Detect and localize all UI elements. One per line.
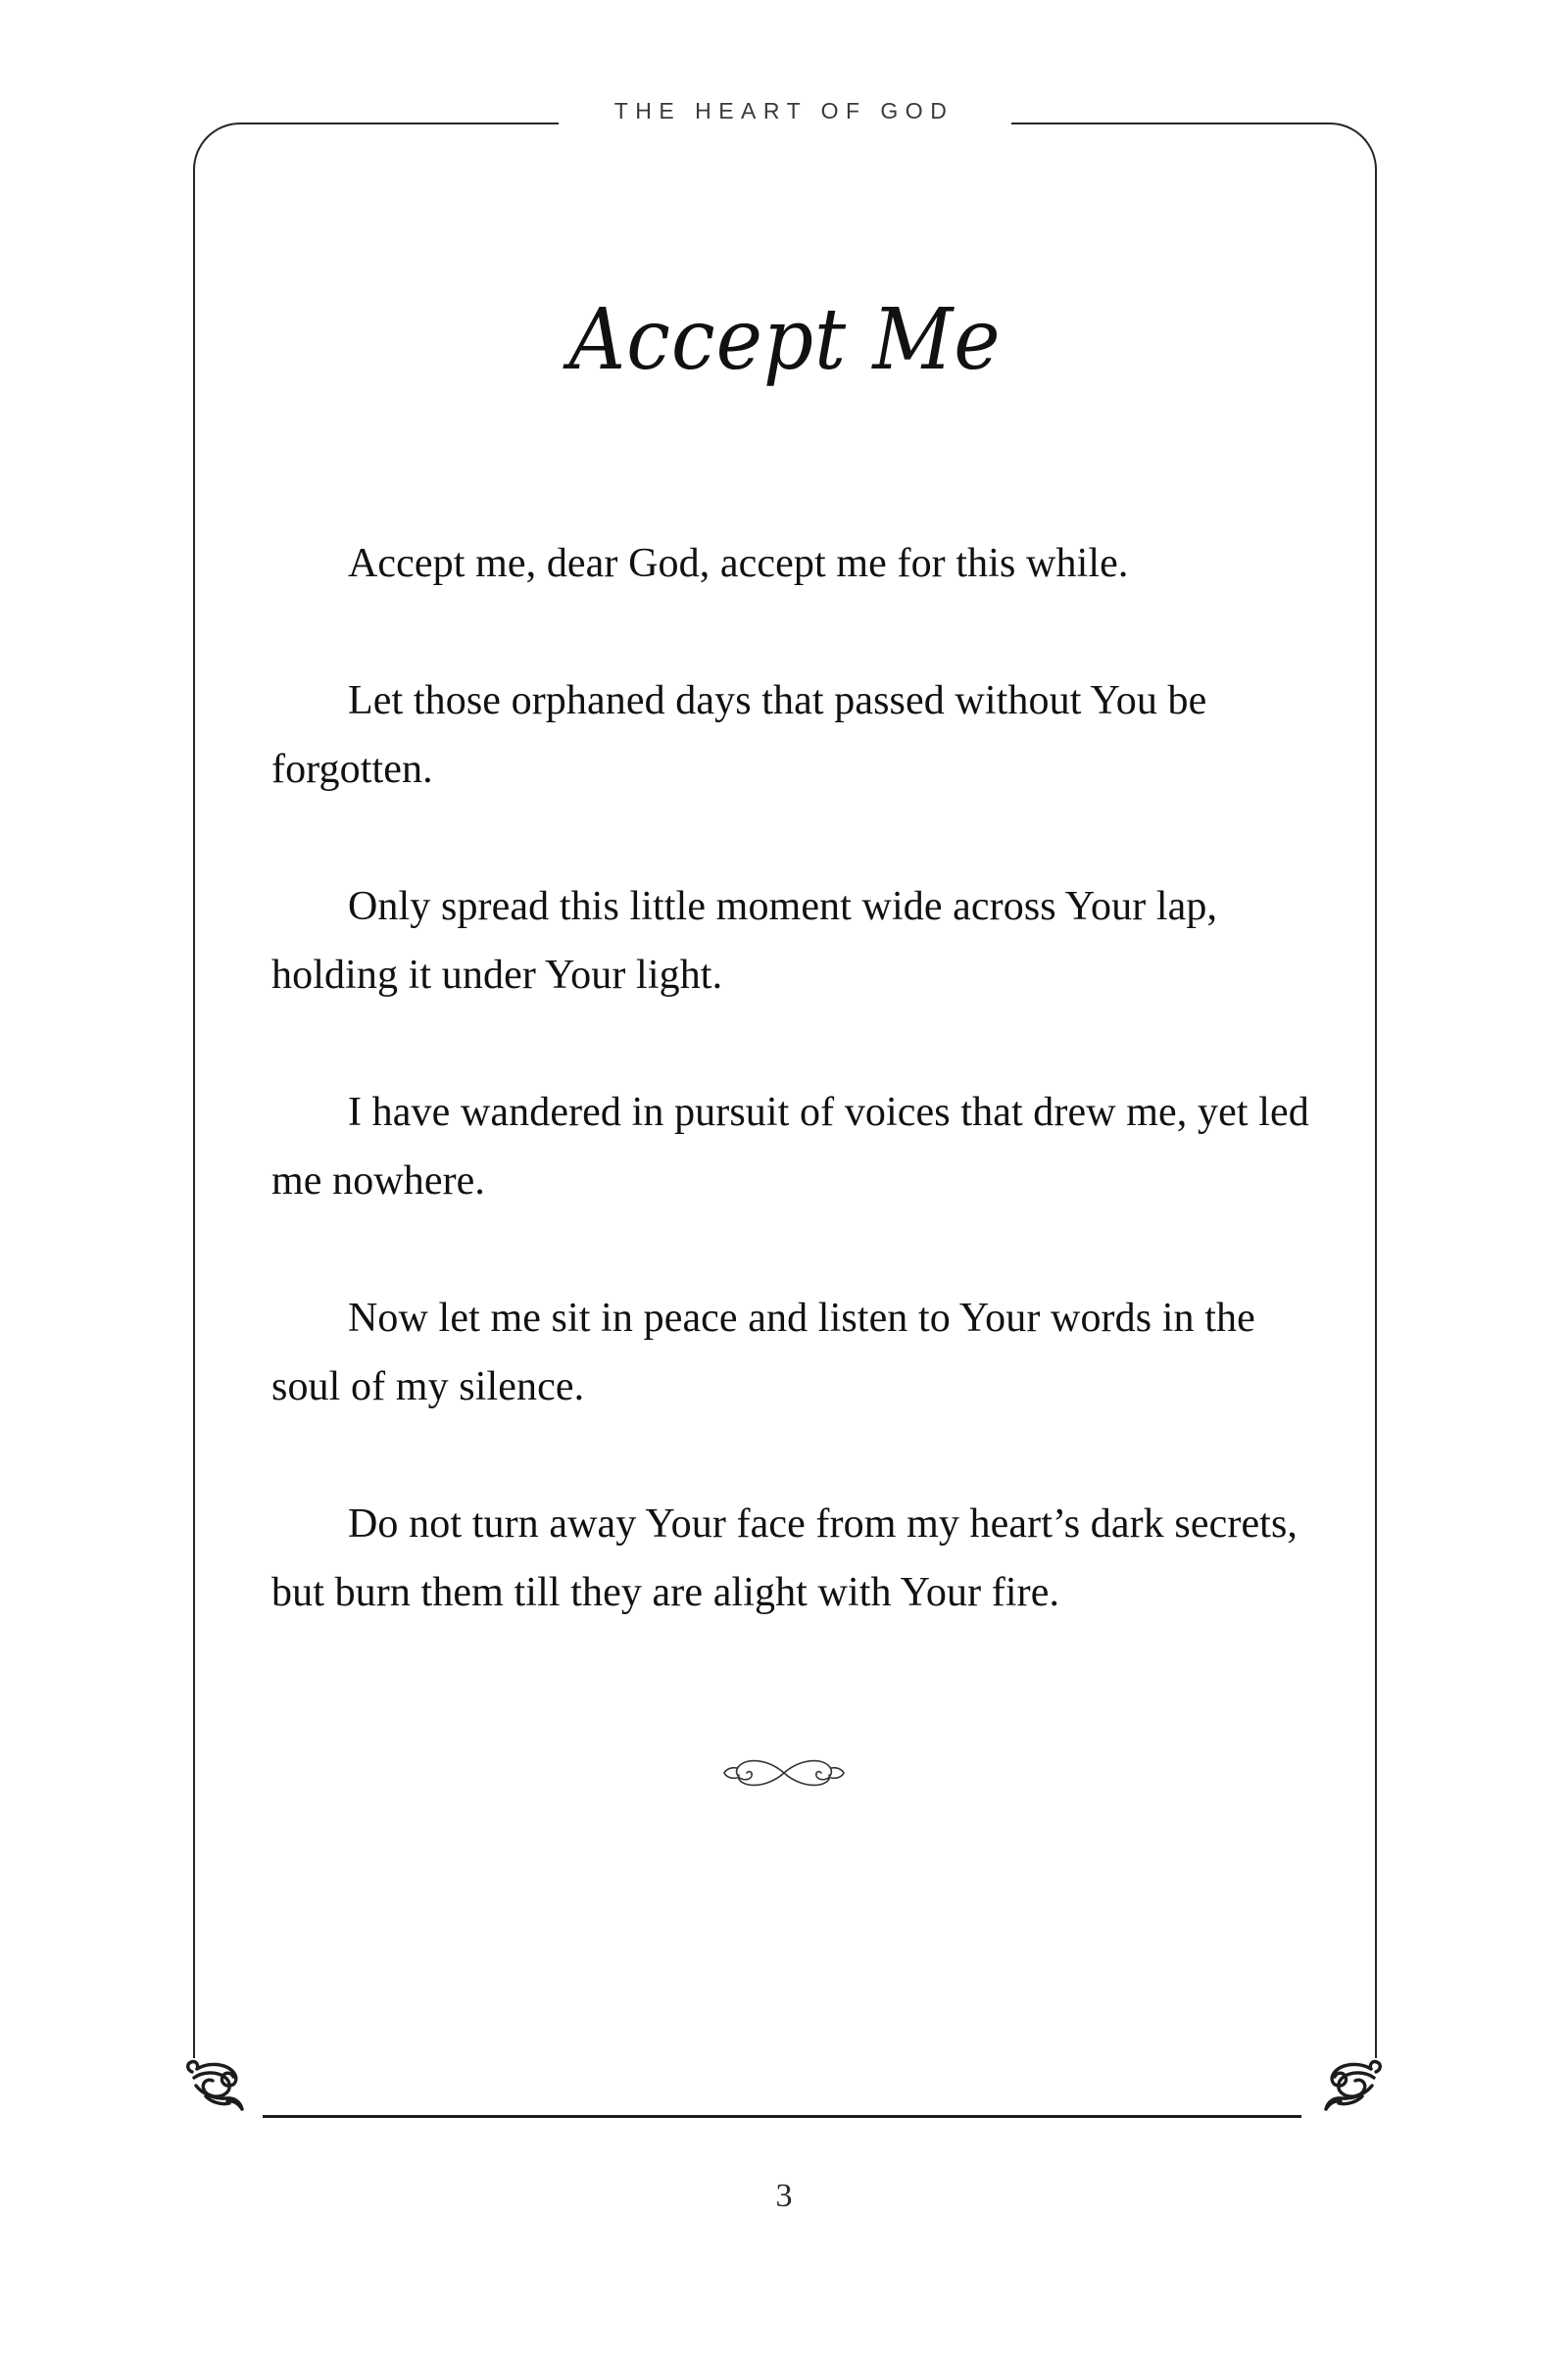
running-head: THE HEART OF GOD: [613, 98, 955, 123]
bottom-right-corner-ornament: [1307, 2048, 1390, 2131]
page-number: 3: [775, 2178, 793, 2214]
poem-title: Accept Me: [568, 291, 1002, 389]
poem-stanza: Do not turn away Your face from my heart’s dark secrets, but burn them till they are alight with Your fire.: [271, 1501, 1298, 1615]
poem-body: [271, 529, 1310, 1696]
poem-stanza: Let those orphaned days that passed without You be forgotten.: [271, 678, 1207, 792]
bottom-rule: [263, 2115, 1301, 2118]
corner-flourish-icon: [1307, 2048, 1390, 2131]
corner-flourish-icon: [178, 2048, 261, 2131]
flourish-divider-ornament: [0, 1752, 1568, 1798]
poem-stanza: Only spread this little moment wide across Your lap, holding it under Your light.: [271, 884, 1218, 998]
poem-stanza: I have wandered in pursuit of voices that drew me, yet led me nowhere.: [271, 1090, 1309, 1204]
poem-stanza: Accept me, dear God, accept me for this while.: [348, 541, 1129, 586]
bottom-left-corner-ornament: [178, 2048, 261, 2131]
poem-stanza: Now let me sit in peace and listen to Your words in the soul of my silence.: [271, 1296, 1255, 1409]
flourish-divider-icon: [717, 1752, 851, 1794]
